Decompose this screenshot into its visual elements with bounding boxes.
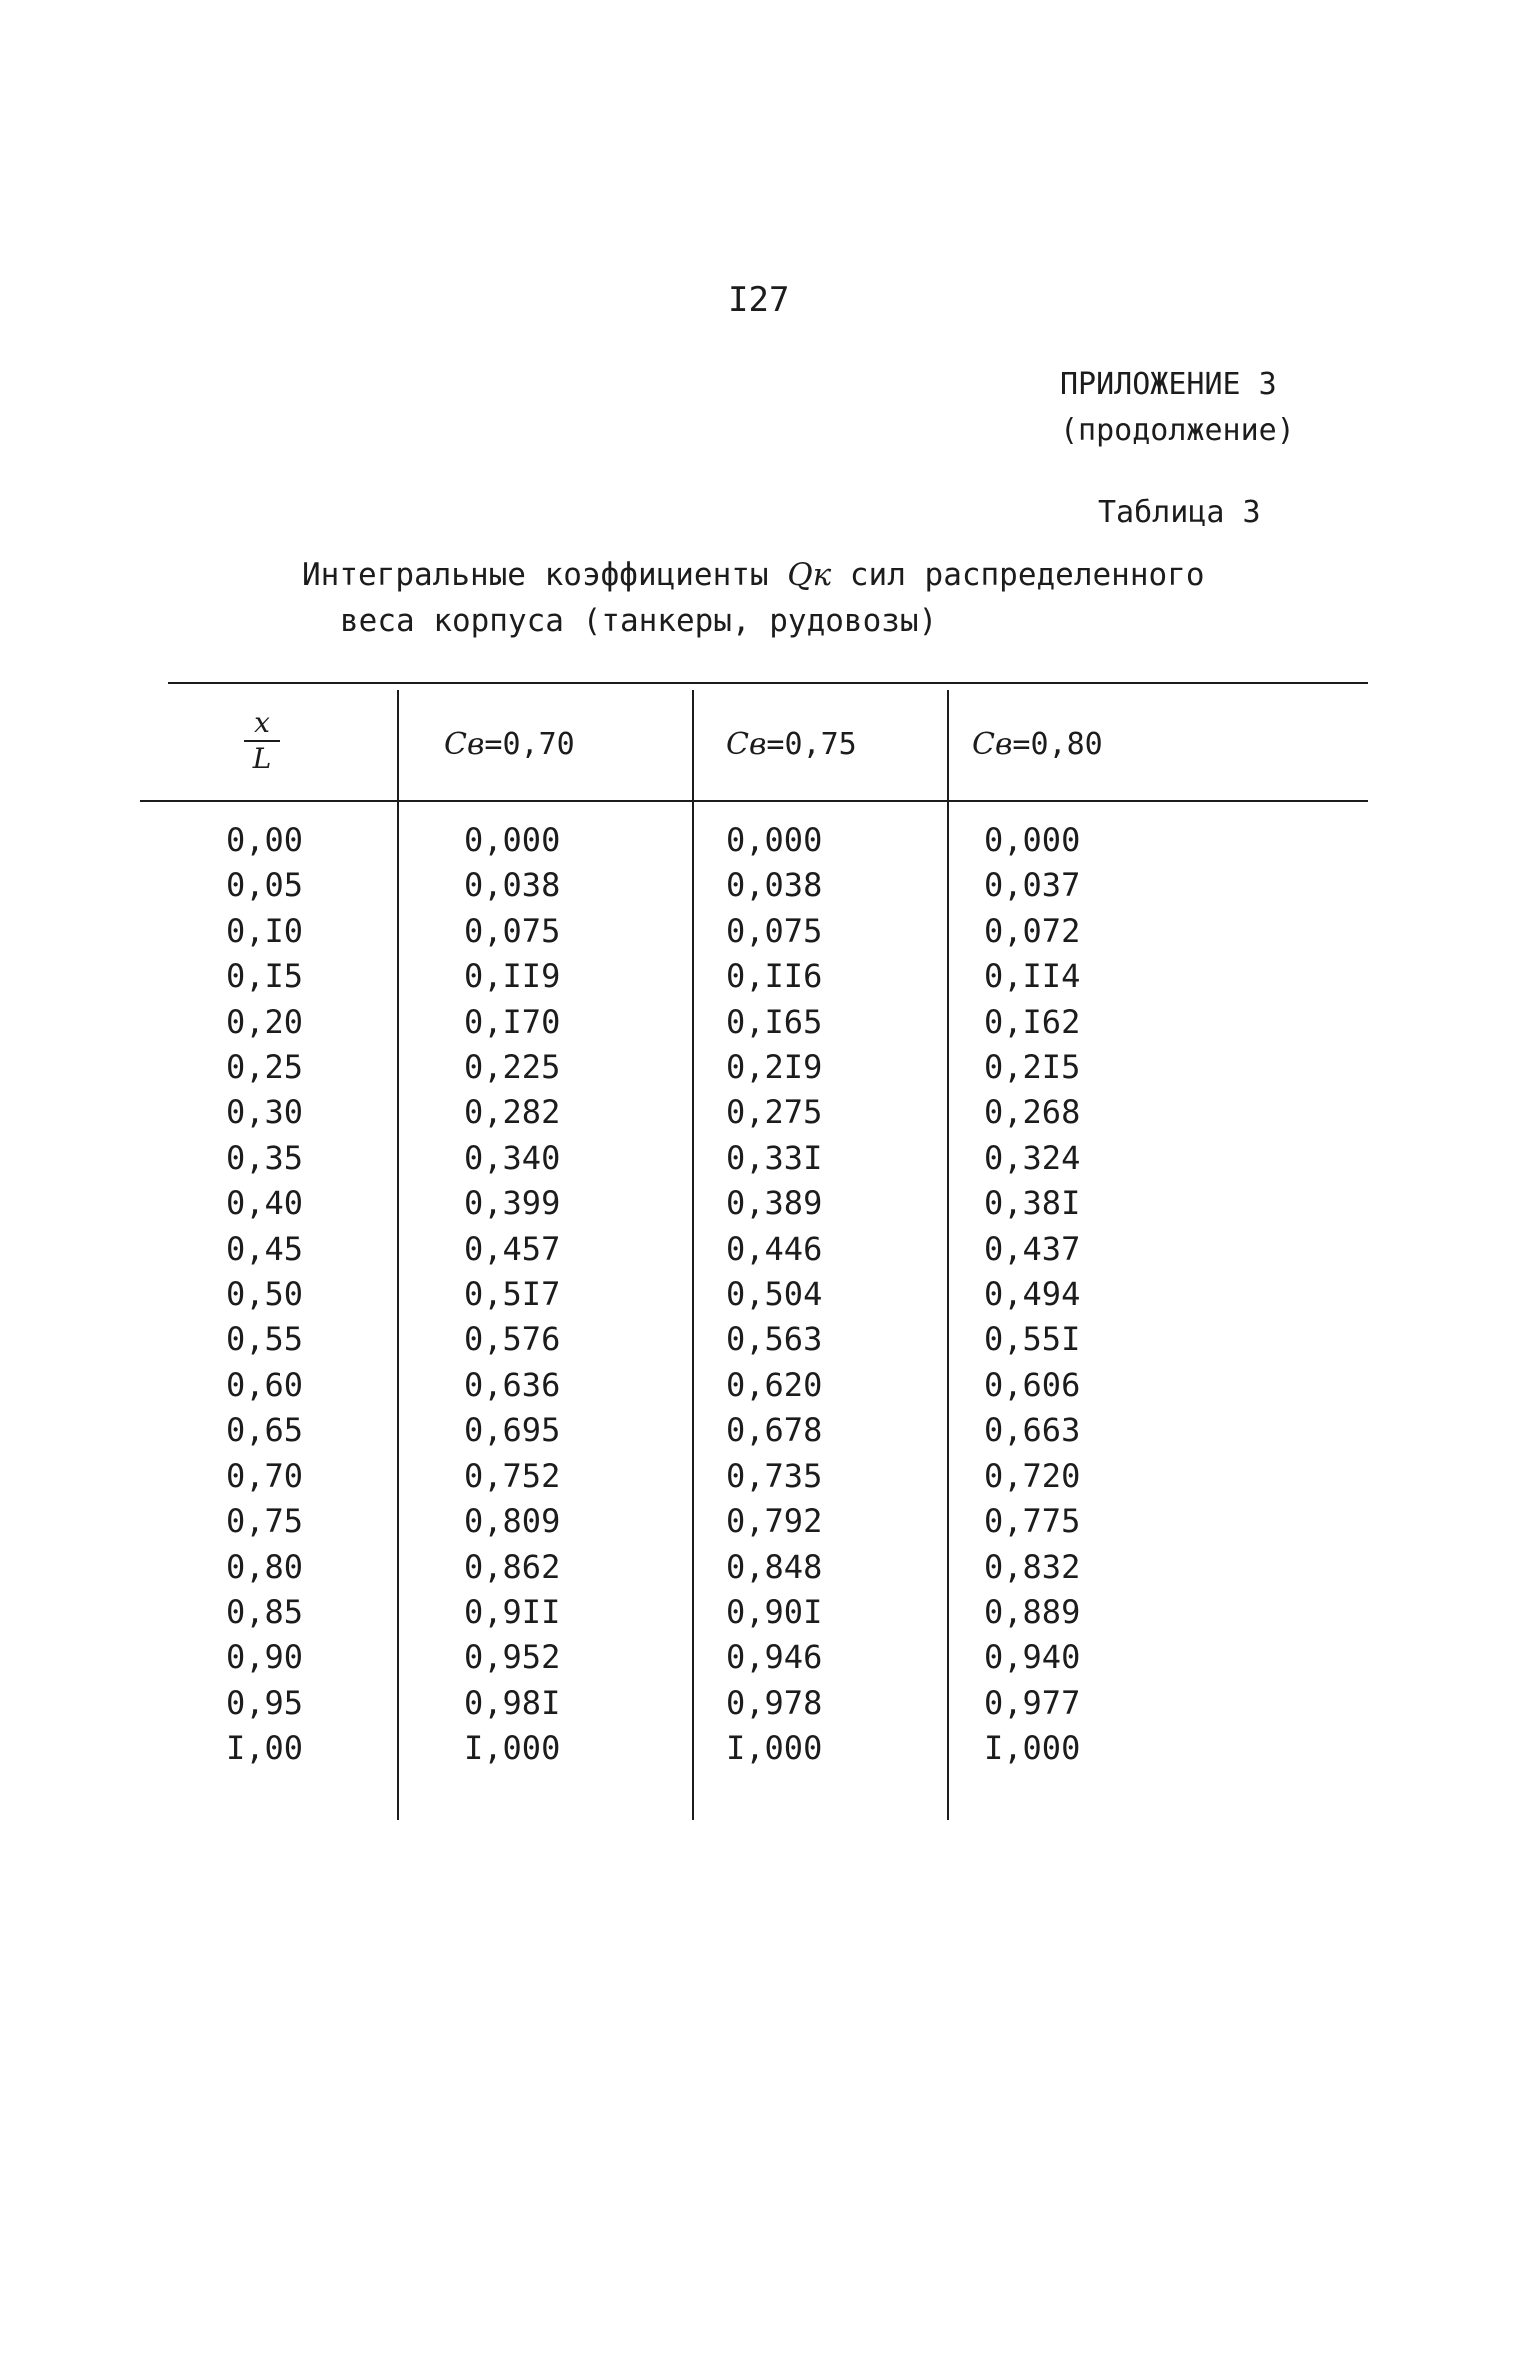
column-cb-070 [464, 818, 560, 1772]
table-top-rule [168, 682, 1368, 684]
appendix-title: ПРИЛОЖЕНИЕ 3 [1060, 367, 1277, 402]
table-cell: 0,000 [984, 821, 1081, 859]
table-cell: 0,809 [464, 1502, 561, 1541]
table-cell: 0,05 [226, 866, 304, 905]
table-cell: 0,55 [226, 1320, 304, 1359]
appendix-subtitle: (продолжение) [1060, 413, 1295, 448]
table-cell: 0,275 [726, 1093, 823, 1132]
page-number: I27 [728, 280, 790, 320]
table-cell: 0,000 [464, 821, 561, 859]
table-cell: 0,563 [726, 1320, 823, 1359]
table-cell: 0,832 [984, 1547, 1081, 1586]
table-cell: 0,340 [464, 1138, 561, 1177]
table-cell: 0,437 [984, 1229, 1081, 1268]
table-cell: 0,2I5 [984, 1048, 1081, 1087]
table-cell: 0,792 [726, 1502, 823, 1541]
table-cell: 0,940 [984, 1638, 1081, 1677]
table-cell: 0,282 [464, 1093, 561, 1132]
table-cell: 0,I0 [226, 911, 304, 950]
header-cb-075 [726, 727, 857, 762]
header-ratio-denominator: L [252, 742, 272, 775]
table-cell: 0,65 [226, 1411, 304, 1450]
header-bottom-rule [140, 800, 1368, 802]
table-cell: 0,072 [984, 911, 1081, 950]
table-cell: 0,90I [726, 1592, 823, 1631]
table-cell: 0,977 [984, 1683, 1081, 1722]
table-cell: 0,606 [984, 1365, 1081, 1404]
table-cell: 0,98I [464, 1683, 561, 1722]
table-cell: 0,978 [726, 1683, 823, 1722]
table-cell: 0,663 [984, 1411, 1081, 1450]
table-cell: 0,45 [226, 1229, 304, 1268]
table-cell: 0,55I [984, 1320, 1081, 1359]
table-cell: 0,II4 [984, 957, 1081, 996]
table-cell: 0,075 [464, 911, 561, 950]
caption-prefix: Интегральные коэффициенты [302, 557, 769, 593]
table-cell: 0,620 [726, 1365, 823, 1404]
table-cell: 0,695 [464, 1411, 561, 1450]
table-cell: 0,038 [726, 866, 823, 905]
table-cell: 0,I70 [464, 1002, 561, 1041]
table-cell: 0,946 [726, 1638, 823, 1677]
caption-suffix: сил распределенного [849, 557, 1205, 593]
table-cell: I,000 [464, 1729, 561, 1768]
header-cb-symbol: Cв [444, 727, 485, 762]
table-cell: 0,000 [726, 821, 823, 859]
table-cell: 0,324 [984, 1138, 1081, 1177]
table-cell: 0,80 [226, 1547, 304, 1586]
table-cell: I,000 [984, 1729, 1081, 1768]
table-cell: 0,38I [984, 1184, 1081, 1223]
table-cell: 0,85 [226, 1592, 304, 1631]
table-cell: 0,I62 [984, 1002, 1081, 1041]
table-cell: 0,00 [226, 821, 304, 859]
table-cell: 0,389 [726, 1184, 823, 1223]
header-x-over-l [244, 706, 280, 776]
table-cell: 0,752 [464, 1456, 561, 1495]
table-cell: 0,720 [984, 1456, 1081, 1495]
caption-symbol: Qк [787, 557, 832, 593]
table-cell: 0,848 [726, 1547, 823, 1586]
table-caption [302, 552, 1204, 644]
table-cell: 0,40 [226, 1184, 304, 1223]
table-cell: 0,60 [226, 1365, 304, 1404]
column-divider-1 [397, 690, 399, 1820]
table-cell: 0,9II [464, 1592, 561, 1631]
table-cell: 0,636 [464, 1365, 561, 1404]
table-cell: 0,5I7 [464, 1275, 561, 1314]
header-cb-symbol: Cв [726, 727, 767, 762]
header-cb-080 [972, 727, 1103, 762]
table-cell: 0,399 [464, 1184, 561, 1223]
table-cell: 0,576 [464, 1320, 561, 1359]
table-cell: 0,II6 [726, 957, 823, 996]
table-cell: 0,889 [984, 1592, 1081, 1631]
table-cell: 0,90 [226, 1638, 304, 1677]
table-cell: 0,446 [726, 1229, 823, 1268]
table-cell: 0,038 [464, 866, 561, 905]
appendix-heading [1060, 362, 1295, 454]
table-cell: 0,35 [226, 1138, 304, 1177]
table-cell: 0,457 [464, 1229, 561, 1268]
table-cell: 0,50 [226, 1275, 304, 1314]
table-cell: 0,25 [226, 1048, 304, 1087]
column-x-over-l [226, 818, 303, 1772]
column-cb-080 [984, 818, 1080, 1772]
table-cell: 0,952 [464, 1638, 561, 1677]
table-cell: 0,33I [726, 1138, 823, 1177]
table-cell: 0,75 [226, 1502, 304, 1541]
table-cell: 0,I65 [726, 1002, 823, 1041]
column-divider-3 [947, 690, 949, 1820]
column-divider-2 [692, 690, 694, 1820]
table-cell: 0,735 [726, 1456, 823, 1495]
table-cell: 0,2I9 [726, 1048, 823, 1087]
table-cell: 0,70 [226, 1456, 304, 1495]
header-cb-symbol: Cв [972, 727, 1013, 762]
table-cell: 0,95 [226, 1683, 304, 1722]
header-cb-value: =0,70 [484, 727, 575, 762]
table-cell: 0,20 [226, 1002, 304, 1041]
table-cell: I,00 [226, 1729, 304, 1768]
table-cell: 0,075 [726, 911, 823, 950]
table-cell: 0,037 [984, 866, 1081, 905]
table-label: Таблица 3 [1098, 495, 1261, 530]
header-cb-value: =0,80 [1012, 727, 1103, 762]
table-cell: I,000 [726, 1729, 823, 1768]
caption-line2: веса корпуса (танкеры, рудовозы) [340, 603, 938, 639]
header-cb-value: =0,75 [766, 727, 857, 762]
table-cell: 0,494 [984, 1275, 1081, 1314]
table-cell: 0,775 [984, 1502, 1081, 1541]
table-cell: 0,225 [464, 1048, 561, 1087]
table-cell: 0,678 [726, 1411, 823, 1450]
header-ratio-numerator: x [244, 706, 280, 742]
column-cb-075 [726, 818, 822, 1772]
header-cb-070 [444, 727, 575, 762]
table-cell: 0,I5 [226, 957, 304, 996]
table-cell: 0,30 [226, 1093, 304, 1132]
table-cell: 0,862 [464, 1547, 561, 1586]
table-cell: 0,II9 [464, 957, 561, 996]
table-cell: 0,504 [726, 1275, 823, 1314]
table-cell: 0,268 [984, 1093, 1081, 1132]
